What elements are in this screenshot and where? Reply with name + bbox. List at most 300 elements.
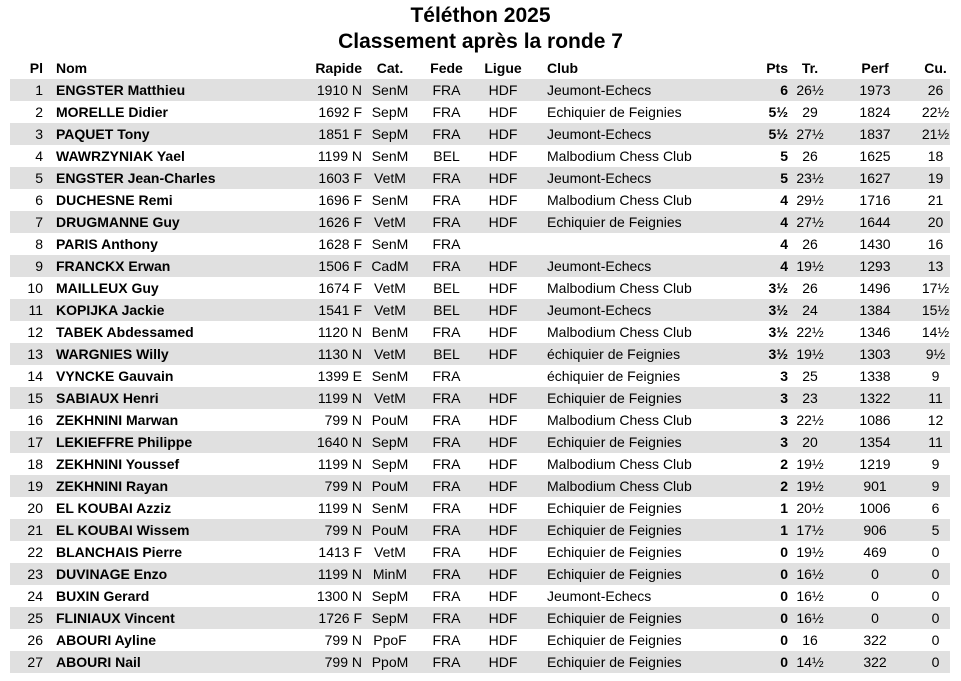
cell-tr: 19½ (796, 544, 824, 560)
cell-rapide: 1626 F (318, 214, 362, 230)
cell-fede: FRA (432, 236, 461, 252)
cell-tr: 19½ (796, 346, 824, 362)
cell-perf: 0 (871, 610, 879, 626)
cell-rapide: 1628 F (318, 236, 362, 252)
cell-fede: FRA (432, 654, 461, 670)
column-header-cat: Cat. (376, 60, 404, 76)
cell-cu: 9 (931, 478, 940, 494)
cell-fede: FRA (432, 126, 461, 142)
table-row (10, 277, 950, 299)
cell-fede: FRA (432, 456, 461, 472)
cell-rapide: 1506 F (318, 258, 362, 274)
cell-club: Malbodium Chess Club (547, 456, 692, 472)
cell-pts: 5½ (768, 104, 788, 120)
cell-cu: 0 (931, 588, 940, 604)
column-header-tr: Tr. (801, 60, 819, 76)
cell-ligue: HDF (488, 654, 518, 670)
table-row (10, 365, 950, 387)
cell-tr: 26 (802, 236, 818, 252)
cell-ligue: HDF (488, 478, 518, 494)
cell-perf: 0 (871, 566, 879, 582)
cell-cat: SepM (371, 126, 409, 142)
cell-tr: 22½ (796, 324, 824, 340)
cell-cat: VetM (374, 214, 406, 230)
standings-table (10, 57, 950, 673)
table-row (10, 101, 950, 123)
cell-cu: 26 (927, 82, 944, 98)
cell-pl: 15 (27, 390, 43, 406)
page-header (0, 0, 961, 55)
cell-perf: 1824 (859, 104, 891, 120)
cell-perf: 1354 (859, 434, 891, 450)
cell-pts: 0 (780, 610, 788, 626)
cell-nom: FRANCKX Erwan (56, 258, 171, 274)
cell-club: Echiquier de Feignies (547, 654, 682, 670)
table-row (10, 585, 950, 607)
cell-perf: 1219 (859, 456, 891, 472)
cell-cat: SenM (371, 148, 409, 164)
table-row (10, 409, 950, 431)
cell-cat: PouM (371, 478, 409, 494)
cell-tr: 20½ (796, 500, 824, 516)
cell-cat: MinM (372, 566, 408, 582)
cell-perf: 1644 (859, 214, 891, 230)
cell-tr: 19½ (796, 478, 824, 494)
cell-pts: 4 (780, 192, 788, 208)
cell-nom: WAWRZYNIAK Yael (56, 148, 185, 164)
cell-ligue: HDF (488, 522, 518, 538)
cell-rapide: 1910 N (316, 82, 362, 98)
cell-fede: FRA (432, 82, 461, 98)
cell-ligue: HDF (488, 610, 518, 626)
cell-cat: SepM (371, 434, 409, 450)
cell-rapide: 799 N (324, 412, 362, 428)
cell-nom: ZEKHNINI Marwan (56, 412, 179, 428)
cell-fede: FRA (432, 566, 461, 582)
cell-club: Echiquier de Feignies (547, 522, 682, 538)
cell-perf: 1430 (859, 236, 891, 252)
cell-fede: FRA (432, 214, 461, 230)
cell-cu: 21½ (921, 126, 950, 142)
cell-ligue: HDF (488, 346, 518, 362)
cell-club: Malbodium Chess Club (547, 192, 692, 208)
cell-tr: 27½ (796, 214, 824, 230)
cell-cu: 0 (931, 654, 940, 670)
cell-cat: VetM (374, 544, 406, 560)
cell-ligue: HDF (488, 170, 518, 186)
cell-rapide: 1541 F (318, 302, 362, 318)
cell-tr: 19½ (796, 456, 824, 472)
table-row (10, 629, 950, 651)
cell-club: Malbodium Chess Club (547, 412, 692, 428)
cell-cat: PouM (371, 522, 409, 538)
column-header-nom: Nom (56, 60, 88, 76)
cell-perf: 1322 (859, 390, 891, 406)
table-row (10, 453, 950, 475)
cell-fede: FRA (432, 412, 461, 428)
cell-ligue: HDF (488, 280, 518, 296)
cell-rapide: 1640 N (316, 434, 362, 450)
page-subtitle: Classement après la ronde 7 (338, 30, 623, 53)
cell-fede: FRA (432, 610, 461, 626)
table-row (10, 321, 950, 343)
table-row (10, 189, 950, 211)
cell-ligue: HDF (488, 390, 518, 406)
cell-cat: CadM (371, 258, 409, 274)
cell-pl: 6 (35, 192, 43, 208)
table-row (10, 563, 950, 585)
cell-pts: 3½ (768, 280, 788, 296)
cell-tr: 19½ (796, 258, 824, 274)
cell-club: Jeumont-Echecs (547, 170, 652, 186)
cell-tr: 17½ (796, 522, 824, 538)
table-row (10, 79, 950, 101)
cell-perf: 1086 (859, 412, 891, 428)
cell-tr: 26 (802, 280, 818, 296)
cell-perf: 1384 (859, 302, 891, 318)
cell-perf: 1293 (859, 258, 891, 274)
column-header-ligue: Ligue (484, 60, 522, 76)
cell-club: Jeumont-Echecs (547, 126, 652, 142)
cell-ligue: HDF (488, 192, 518, 208)
cell-pl: 25 (27, 610, 43, 626)
cell-nom: TABEK Abdessamed (56, 324, 194, 340)
cell-pts: 0 (780, 632, 788, 648)
column-header-pl: Pl (29, 60, 43, 76)
cell-nom: BLANCHAIS Pierre (56, 544, 183, 560)
cell-cu: 5 (931, 522, 940, 538)
cell-fede: FRA (432, 522, 461, 538)
cell-cat: SepM (371, 104, 409, 120)
cell-rapide: 1399 E (317, 368, 362, 384)
cell-pts: 5 (780, 148, 788, 164)
cell-cu: 9 (931, 456, 940, 472)
cell-cu: 0 (931, 610, 940, 626)
cell-tr: 22½ (796, 412, 824, 428)
cell-pl: 3 (35, 126, 43, 142)
cell-perf: 1006 (859, 500, 891, 516)
cell-pts: 3 (780, 368, 788, 384)
table-row (10, 123, 950, 145)
cell-club: Echiquier de Feignies (547, 434, 682, 450)
cell-pts: 3 (780, 390, 788, 406)
cell-pts: 5½ (768, 126, 788, 142)
cell-club: Jeumont-Echecs (547, 258, 652, 274)
table-row (10, 211, 950, 233)
cell-pts: 0 (780, 566, 788, 582)
cell-ligue: HDF (488, 544, 518, 560)
cell-cat: VetM (374, 390, 406, 406)
cell-pl: 14 (27, 368, 43, 384)
column-header-fede: Fede (430, 60, 463, 76)
cell-cu: 15½ (921, 302, 950, 318)
cell-cat: SepM (371, 588, 409, 604)
cell-nom: DUCHESNE Remi (56, 192, 173, 208)
cell-ligue: HDF (488, 104, 518, 120)
cell-fede: FRA (432, 104, 461, 120)
cell-tr: 27½ (796, 126, 824, 142)
cell-pts: 3 (780, 434, 788, 450)
cell-rapide: 1199 N (317, 148, 362, 164)
cell-pl: 17 (27, 434, 43, 450)
cell-perf: 1346 (859, 324, 891, 340)
cell-pts: 1 (780, 522, 788, 538)
cell-nom: ENGSTER Jean-Charles (56, 170, 216, 186)
cell-club: Jeumont-Echecs (547, 82, 652, 98)
cell-rapide: 1696 F (318, 192, 362, 208)
cell-cat: SenM (371, 368, 409, 384)
cell-tr: 14½ (796, 654, 824, 670)
cell-pl: 12 (27, 324, 43, 340)
cell-pl: 18 (27, 456, 43, 472)
cell-club: échiquier de Feignies (547, 368, 681, 384)
cell-rapide: 1199 N (317, 500, 362, 516)
cell-nom: LEKIEFFRE Philippe (56, 434, 193, 450)
column-header-pts: Pts (766, 60, 788, 76)
cell-ligue (475, 365, 531, 387)
cell-pts: 6 (780, 82, 788, 98)
cell-pl: 19 (27, 478, 43, 494)
cell-fede: FRA (432, 632, 461, 648)
cell-cat: PouM (371, 412, 409, 428)
cell-cu: 13 (927, 258, 944, 274)
cell-perf: 322 (863, 632, 887, 648)
cell-tr: 24 (802, 302, 818, 318)
cell-fede: FRA (432, 368, 461, 384)
cell-cu: 6 (931, 500, 940, 516)
cell-ligue (475, 233, 531, 255)
cell-ligue: HDF (488, 302, 518, 318)
cell-club: Echiquier de Feignies (547, 610, 682, 626)
cell-nom: DUVINAGE Enzo (56, 566, 168, 582)
cell-pts: 0 (780, 588, 788, 604)
cell-rapide: 1300 N (316, 588, 362, 604)
cell-cu: 19 (927, 170, 944, 186)
cell-ligue: HDF (488, 412, 518, 428)
cell-pl: 26 (27, 632, 43, 648)
cell-fede: FRA (432, 434, 461, 450)
cell-pl: 11 (28, 302, 43, 318)
cell-pl: 8 (35, 236, 43, 252)
table-row (10, 607, 950, 629)
cell-nom: ZEKHNINI Youssef (56, 456, 180, 472)
cell-cu: 16 (927, 236, 944, 252)
cell-fede: FRA (432, 544, 461, 560)
cell-pl: 23 (27, 566, 43, 582)
cell-perf: 469 (863, 544, 887, 560)
cell-cat: PpoF (373, 632, 407, 648)
cell-rapide: 1692 F (318, 104, 362, 120)
cell-cat: VetM (374, 346, 406, 362)
cell-club: Echiquier de Feignies (547, 544, 682, 560)
cell-tr: 16 (802, 632, 818, 648)
cell-cu: 12 (927, 412, 944, 428)
cell-cat: VetM (374, 302, 406, 318)
cell-pts: 1 (780, 500, 788, 516)
cell-nom: VYNCKE Gauvain (56, 368, 174, 384)
cell-rapide: 799 N (324, 522, 362, 538)
cell-pl: 16 (27, 412, 43, 428)
cell-fede: FRA (432, 192, 461, 208)
cell-perf: 1625 (859, 148, 891, 164)
cell-pl: 10 (27, 280, 43, 296)
cell-cu: 9 (931, 368, 940, 384)
cell-club: Echiquier de Feignies (547, 390, 682, 406)
cell-fede: BEL (433, 302, 460, 318)
cell-rapide: 799 N (324, 478, 362, 494)
cell-club: Echiquier de Feignies (547, 104, 682, 120)
cell-nom: MORELLE Didier (56, 104, 169, 120)
cell-cu: 9½ (925, 346, 946, 362)
cell-cat: SenM (371, 192, 409, 208)
cell-cu: 17½ (921, 280, 950, 296)
column-header-perf: Perf (861, 60, 889, 76)
cell-fede: FRA (432, 478, 461, 494)
cell-nom: BUXIN Gerard (56, 588, 150, 604)
column-header-cu: Cu. (924, 60, 947, 76)
cell-rapide: 1199 N (317, 456, 362, 472)
cell-fede: FRA (432, 258, 461, 274)
cell-rapide: 1199 N (317, 390, 362, 406)
cell-perf: 322 (863, 654, 887, 670)
cell-fede: BEL (433, 148, 460, 164)
cell-nom: SABIAUX Henri (56, 390, 159, 406)
cell-fede: FRA (432, 324, 461, 340)
cell-ligue: HDF (488, 214, 518, 230)
cell-rapide: 1726 F (318, 610, 362, 626)
cell-pl: 7 (35, 214, 43, 230)
cell-tr: 25 (802, 368, 818, 384)
cell-nom: FLINIAUX Vincent (56, 610, 175, 626)
cell-cu: 20 (927, 214, 944, 230)
cell-cu: 22½ (921, 104, 950, 120)
cell-club: Jeumont-Echecs (547, 302, 652, 318)
table-row (10, 145, 950, 167)
cell-club: Echiquier de Feignies (547, 500, 682, 516)
cell-cat: SenM (371, 236, 409, 252)
cell-ligue: HDF (488, 148, 518, 164)
cell-perf: 906 (863, 522, 887, 538)
cell-rapide: 1413 F (318, 544, 362, 560)
table-row (10, 343, 950, 365)
table-row (10, 497, 950, 519)
cell-rapide: 799 N (324, 654, 362, 670)
cell-tr: 29½ (796, 192, 824, 208)
cell-cat: SepM (371, 610, 409, 626)
cell-club (531, 233, 757, 255)
cell-tr: 26½ (796, 82, 824, 98)
cell-fede: FRA (432, 588, 461, 604)
cell-pl: 2 (35, 104, 43, 120)
cell-pts: 3½ (768, 324, 788, 340)
cell-cat: SenM (371, 500, 409, 516)
cell-perf: 1303 (859, 346, 891, 362)
cell-cu: 18 (927, 148, 944, 164)
cell-tr: 16½ (796, 588, 824, 604)
cell-nom: PAQUET Tony (56, 126, 150, 142)
table-row (10, 541, 950, 563)
table-header-row (10, 57, 950, 79)
cell-perf: 901 (863, 478, 887, 494)
cell-perf: 1627 (859, 170, 891, 186)
cell-tr: 26 (802, 148, 818, 164)
standings-head (10, 57, 950, 79)
table-row (10, 167, 950, 189)
cell-pts: 5 (780, 170, 788, 186)
cell-nom: DRUGMANNE Guy (56, 214, 180, 230)
cell-ligue: HDF (488, 324, 518, 340)
cell-perf: 1716 (859, 192, 891, 208)
cell-pl: 24 (27, 588, 43, 604)
cell-nom: ABOURI Ayline (56, 632, 157, 648)
cell-tr: 16½ (796, 610, 824, 626)
cell-nom: MAILLEUX Guy (56, 280, 159, 296)
cell-fede: FRA (432, 390, 461, 406)
cell-pts: 3½ (768, 302, 788, 318)
cell-perf: 1338 (859, 368, 891, 384)
cell-nom: ABOURI Nail (56, 654, 141, 670)
cell-rapide: 1603 F (318, 170, 362, 186)
cell-pts: 3 (780, 412, 788, 428)
cell-rapide: 1120 N (317, 324, 362, 340)
cell-pl: 9 (35, 258, 43, 274)
cell-cu: 11 (928, 434, 943, 450)
cell-cu: 0 (931, 544, 940, 560)
cell-cat: BenM (371, 324, 409, 340)
table-row (10, 475, 950, 497)
cell-fede: FRA (432, 500, 461, 516)
cell-pts: 4 (780, 236, 788, 252)
cell-rapide: 1851 F (318, 126, 362, 142)
cell-club: Malbodium Chess Club (547, 324, 692, 340)
cell-cat: VetM (374, 280, 406, 296)
cell-nom: EL KOUBAI Azziz (56, 500, 172, 516)
cell-nom: PARIS Anthony (56, 236, 158, 252)
standings-body (10, 79, 950, 673)
table-row (10, 651, 950, 673)
cell-pl: 22 (27, 544, 43, 560)
cell-club: échiquier de Feignies (547, 346, 681, 362)
cell-cat: SenM (371, 82, 409, 98)
cell-rapide: 799 N (324, 632, 362, 648)
cell-cu: 0 (931, 566, 940, 582)
cell-cat: SepM (371, 456, 409, 472)
cell-pts: 2 (780, 478, 788, 494)
cell-nom: ENGSTER Matthieu (56, 82, 186, 98)
page-title: Téléthon 2025 (410, 4, 551, 27)
cell-cu: 11 (928, 390, 943, 406)
cell-pts: 0 (780, 654, 788, 670)
cell-pl: 21 (27, 522, 43, 538)
cell-cu: 21 (927, 192, 944, 208)
cell-ligue: HDF (488, 456, 518, 472)
table-row (10, 519, 950, 541)
cell-pl: 1 (35, 82, 43, 98)
cell-club: Malbodium Chess Club (547, 478, 692, 494)
cell-pl: 13 (27, 346, 43, 362)
cell-ligue: HDF (488, 126, 518, 142)
cell-perf: 1973 (859, 82, 891, 98)
cell-club: Echiquier de Feignies (547, 214, 682, 230)
cell-tr: 23½ (796, 170, 824, 186)
cell-pts: 3½ (768, 346, 788, 362)
cell-nom: ZEKHNINI Rayan (56, 478, 169, 494)
cell-cat: VetM (374, 170, 406, 186)
cell-tr: 29 (802, 104, 818, 120)
cell-cu: 0 (931, 632, 940, 648)
cell-fede: BEL (433, 280, 460, 296)
cell-pl: 5 (35, 170, 43, 186)
